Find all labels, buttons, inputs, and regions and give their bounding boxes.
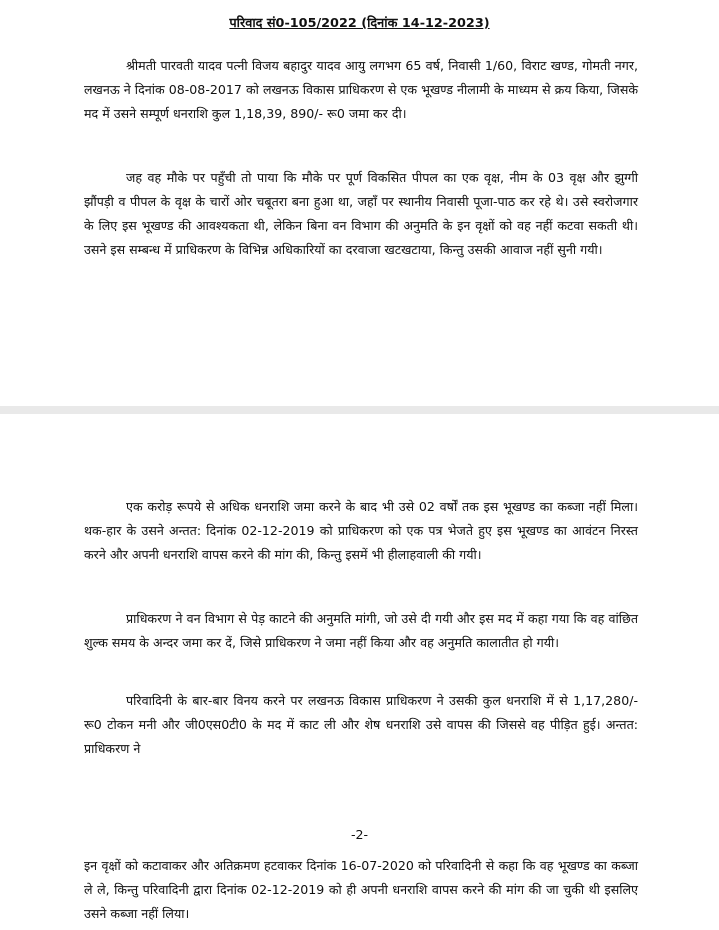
paragraph-3: एक करोड़ रूपये से अधिक धनराशि जमा करने के बाद भी उसे 02 वर्षों तक इस भूखण्ड का कब्जा नहीं मिला। थक-हार के उसने अन्तत: दिनांक 02-12-2019 को प्राधिकरण को एक पत्र भेजते हुए इस भूखण्ड का आवंटन निरस्त करने और अपनी धनराशि वापस करने की मांग की, किन्तु इसमें भी हीलाहवाली की गयी। <box>84 499 638 562</box>
page-divider <box>0 406 719 414</box>
case-heading: परिवाद सं0-105/2022 (दिनांक 14-12-2023) <box>229 16 490 31</box>
paragraph-5: परिवादिनी के बार-बार विनय करने पर लखनऊ विकास प्राधिकरण ने उसकी कुल धनराशि में से 1,17,280/- रू0 टोकन मनी और जी0एस0टी0 के मद में काट ली और शेष धनराशि उसे वापस की जिससे वह पीड़ित हुई। अन्तत: प्राधिकरण ने <box>84 693 638 756</box>
document-page-top <box>0 0 719 406</box>
paragraph-1: श्रीमती पारवती यादव पत्नी विजय बहादुर यादव आयु लगभग 65 वर्ष, निवासी 1/60, विराट खण्ड, गोमती नगर, लखनऊ ने दिनांक 08-08-2017 को लखनऊ विकास प्राधिकरण से एक भूखण्ड नीलामी के माध्यम से क्रय किया, जिसके मद में उसने सम्पूर्ण धनराशि कुल 1,18,39, 890/- रू0 जमा कर दी। <box>84 58 638 121</box>
page-number: -2- <box>350 827 369 842</box>
paragraph-continuation: इन वृक्षों को कटावाकर और अतिक्रमण हटवाकर दिनांक 16-07-2020 को परिवादिनी से कहा कि वह भूखण्ड का कब्जा ले ले, किन्तु परिवादिनी द्वारा दिनांक 02-12-2019 को ही अपनी धनराशि वापस करने की मांग की जा चुकी थी इसलिए उसने कब्जा नहीं लिया। <box>84 858 638 921</box>
paragraph-4: प्राधिकरण ने वन विभाग से पेड़ काटने की अनुमति मांगी, जो उसे दी गयी और इस मद में कहा गया कि वह वांछित शुल्क समय के अन्दर जमा कर दें, जिसे प्राधिकरण ने जमा नहीं किया और वह अनुमति कालातीत हो गयी। <box>84 611 638 650</box>
document-page-bottom <box>0 414 719 930</box>
paragraph-2: जह वह मौके पर पहुँची तो पाया कि मौके पर पूर्ण विकसित पीपल का एक वृक्ष, नीम के 03 वृक्ष और झुग्गी झौंपड़ी व पीपल के वृक्ष के चारों ओर चबूतरा बना हुआ था, जहाँ पर स्थानीय निवासी पूजा-पाठ कर रहे थे। उसे स्वरोजगार के लिए इस भूखण्ड की आवश्यकता थी, लेकिन बिना वन विभाग की अनुमति के इन वृक्षों को वह नहीं कटवा सकती थी। उसने इस सम्बन्ध में प्राधिकरण के विभिन्न अधिकारियों का दरवाजा खटखटाया, किन्तु उसकी आवाज नहीं सुनी गयी। <box>84 170 638 257</box>
